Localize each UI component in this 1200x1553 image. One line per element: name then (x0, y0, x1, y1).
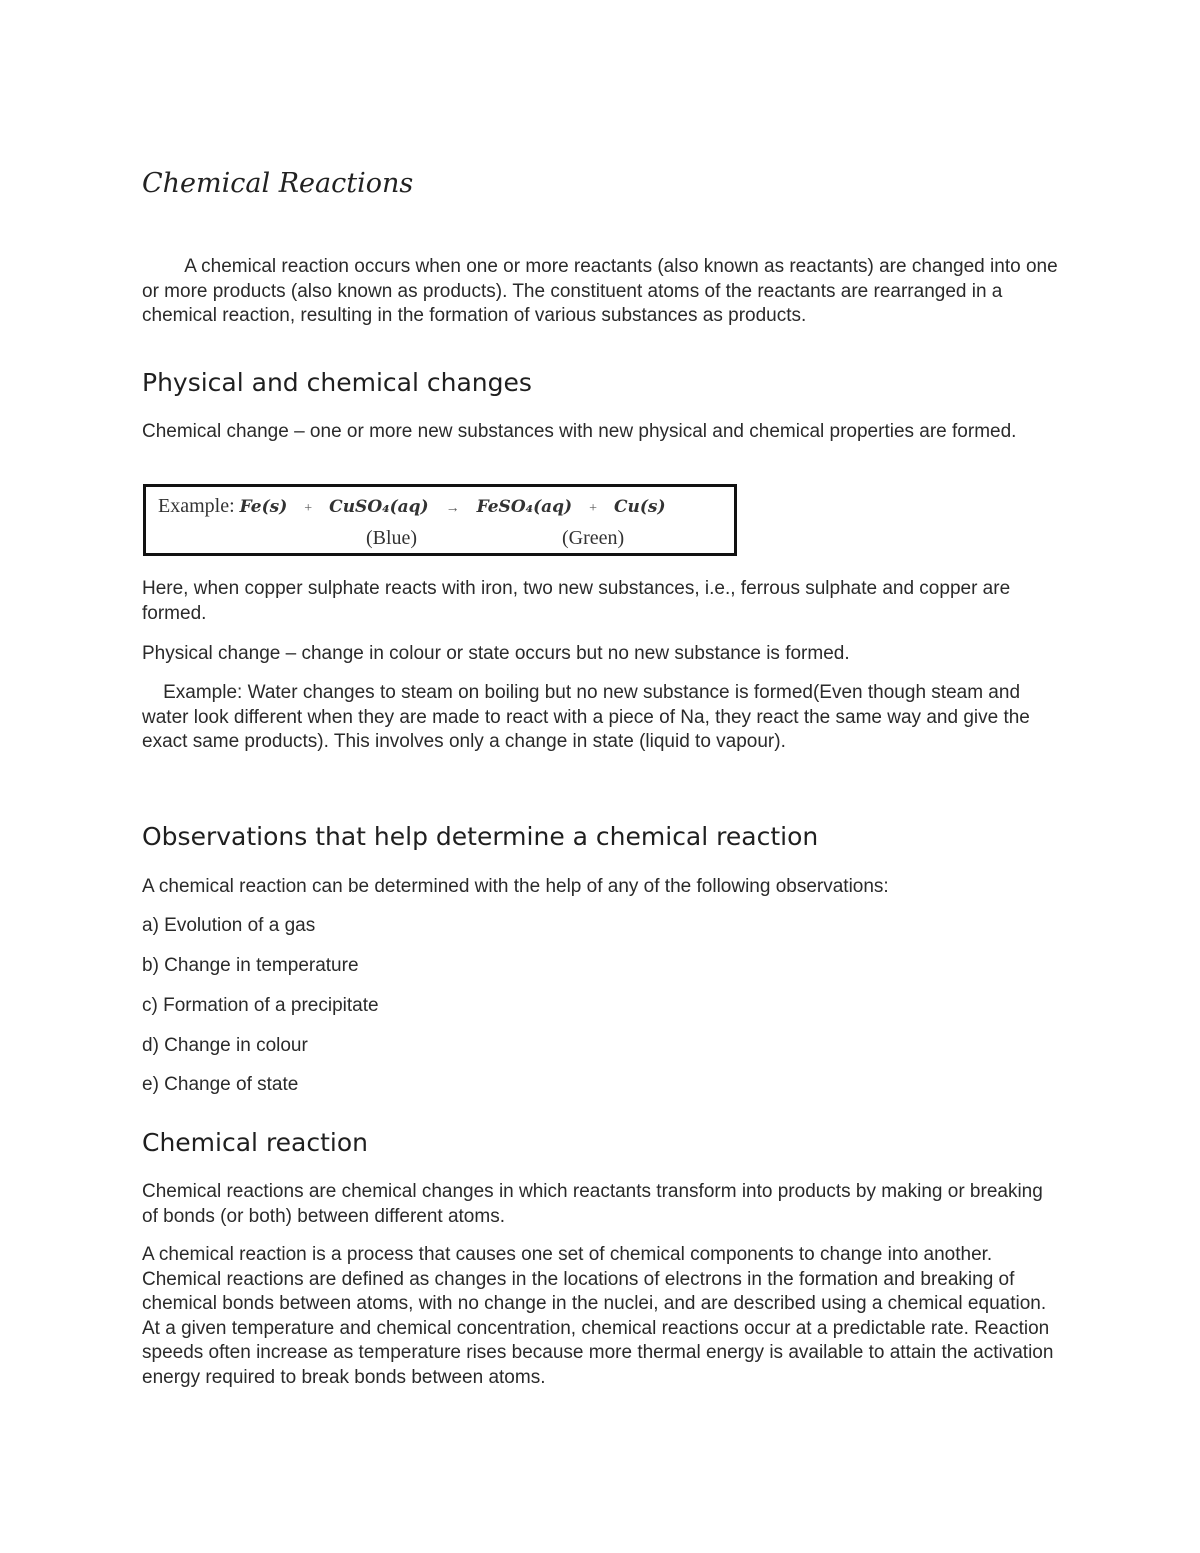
here-paragraph: Here, when copper sulphate reacts with iron, two new substances, i.e., ferrous sulphate and copper are formed. (142, 578, 1011, 624)
observations-intro: A chemical reaction can be determined with the help of any of the following observations: (142, 876, 889, 897)
page-title: Chemical Reactions (142, 168, 414, 199)
list-item: d) Change in colour (142, 1035, 308, 1056)
example-label: Example: (158, 495, 235, 517)
equation-example-box (143, 484, 737, 556)
water-example-paragraph: Example: Water changes to steam on boiling but no new substance is formed(Even though steam and water look different when they are made to react with a piece of Na, they react the same way and give the exact same products). This involves only a change in state (liquid to vapour). (142, 682, 1030, 752)
product-copper: Cu(s) (613, 497, 666, 517)
chemical-reaction-paragraph-2: A chemical reaction is a process that causes one set of chemical components to change into another. Chemical reactions are defined as changes in the locations of electrons in the formation and breaking of chemical bonds between atoms, with no change in the nuclei, and are described using a chemical equation. At a given temperature and chemical concentration, chemical reactions occur at a predictable rate. Reaction speeds often increase as temperature rises because more thermal energy is available to attain the activation energy required to break bonds between atoms. (142, 1244, 1054, 1388)
reaction-arrow: → (445, 501, 460, 516)
blue-label: (Blue) (366, 527, 418, 549)
list-item: a) Evolution of a gas (142, 915, 316, 936)
product-ferrous-sulphate: FeSO₄(aq) (476, 497, 573, 517)
plus-sign: + (589, 501, 597, 516)
list-item: c) Formation of a precipitate (142, 995, 379, 1016)
list-item: e) Change of state (142, 1074, 299, 1095)
heading-observations: Observations that help determine a chemical reaction (142, 822, 819, 851)
chemical-change-paragraph: Chemical change – one or more new substances with new physical and chemical properties are formed. (142, 421, 1017, 442)
reactant-iron: Fe(s) (239, 497, 288, 517)
heading-chemical-reaction: Chemical reaction (142, 1128, 369, 1157)
heading-physical-chemical-changes: Physical and chemical changes (142, 368, 532, 397)
reactant-copper-sulphate: CuSO₄(aq) (329, 497, 429, 517)
green-label: (Green) (562, 527, 625, 549)
chemical-equation (158, 495, 666, 518)
physical-change-paragraph: Physical change – change in colour or state occurs but no new substance is formed. (142, 643, 850, 664)
chemical-reaction-paragraph-1: Chemical reactions are chemical changes in which reactants transform into products by making or breaking of bonds (or both) between different atoms. (142, 1181, 1043, 1227)
intro-paragraph: A chemical reaction occurs when one or more reactants (also known as reactants) are changed into one or more products (also known as products). The constituent atoms of the reactants are rearranged in a chemical reaction, resulting in the formation of various substances as products. (142, 256, 1058, 326)
plus-sign: + (304, 501, 313, 516)
list-item: b) Change in temperature (142, 955, 359, 976)
